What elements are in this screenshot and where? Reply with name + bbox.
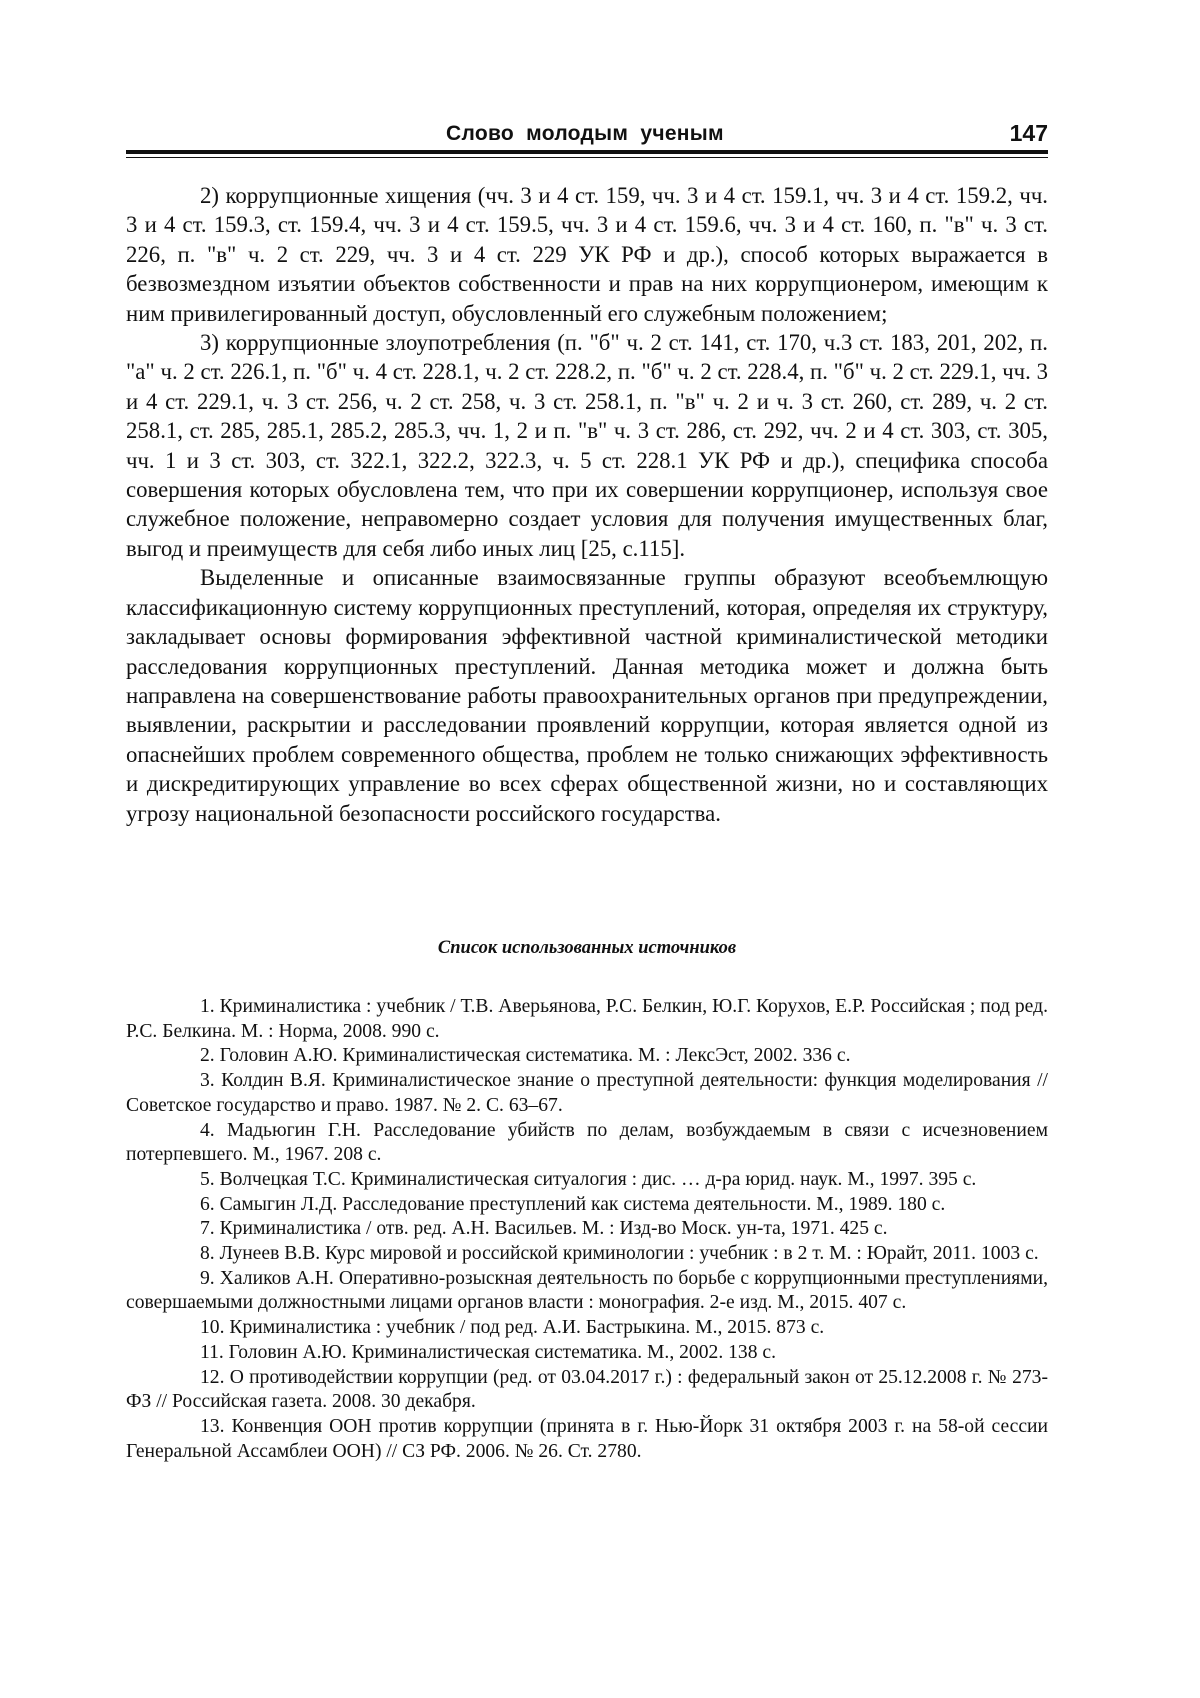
header-rule-thin	[126, 157, 1048, 158]
reference-item: 9. Халиков А.Н. Оперативно-розыскная деятельность по борьбе с коррупционными преступлениями, совершаемыми должностными лицами органов власти : монография. 2-е изд. М., 2015. 407 с.	[126, 1267, 1048, 1314]
reference-item: 2. Головин А.Ю. Криминалистическая систематика. М. : ЛексЭст, 2002. 336 с.	[200, 1045, 851, 1067]
references-list	[126, 995, 1048, 1464]
reference-item: 13. Конвенция ООН против коррупции (принята в г. Нью-Йорк 31 октября 2003 г. на 58-ой сессии Генеральной Ассамблеи ООН) // СЗ РФ. 2006. № 26. Ст. 2780.	[126, 1415, 1048, 1462]
reference-item: 10. Криминалистика : учебник / под ред. А.И. Бастрыкина. М., 2015. 873 с.	[200, 1317, 825, 1339]
reference-item: 11. Головин А.Ю. Криминалистическая систематика. М., 2002. 138 с.	[200, 1341, 776, 1363]
reference-item: 8. Лунеев В.В. Курс мировой и российской криминологии : учебник : в 2 т. М. : Юрайт, 2011. 1003 с.	[200, 1243, 1039, 1265]
page-number: 147	[1009, 120, 1048, 146]
reference-item: 6. Самыгин Л.Д. Расследование преступлений как система деятельности. М., 1989. 180 с.	[200, 1193, 946, 1215]
reference-item: 5. Волчецкая Т.С. Криминалистическая ситуалогия : дис. … д-ра юрид. наук. М., 1997. 395 с.	[200, 1168, 977, 1190]
body-text	[126, 181, 1048, 828]
paragraph: Выделенные и описанные взаимосвязанные группы образуют всеобъемлющую классификационную систему коррупционных преступлений, которая, определяя их структуру, закладывает основы формирования эффективной частной криминалистической методики расследования коррупционных преступлений. Данная методика может и должна быть направлена на совершенствование работы правоохранительных органов при предупреждении, выявлении, раскрытии и расследовании проявлений коррупции, которая является одной из опаснейших проблем современного общества, проблем не только снижающих эффективность и дискредитирующих управление во всех сферах общественной жизни, но и составляющих угрозу национальной безопасности российского государства.	[126, 565, 1048, 826]
references-title: Список использованных источников	[437, 938, 737, 958]
reference-item: 7. Криминалистика / отв. ред. А.Н. Васильев. М. : Изд-во Моск. ун-та, 1971. 425 с.	[200, 1218, 888, 1240]
reference-item: 4. Мадьюгин Г.Н. Расследование убийств по делам, возбуждаемым в связи с исчезновением потерпевшего. М., 1967. 208 с.	[126, 1119, 1048, 1166]
reference-item: 3. Колдин В.Я. Криминалистическое знание о преступной деятельности: функция моделирования // Советское государство и право. 1987. № 2. С. 63–67.	[126, 1070, 1048, 1116]
paragraph: 3) коррупционные злоупотребления (п. "б" ч. 2 ст. 141, ст. 170, ч.3 ст. 183, 201, 202, п. "а" ч. 2 ст. 226.1, п. "б" ч. 4 ст. 228.1, ч. 2 ст. 228.2, п. "б" ч. 2 ст. 228.4, п. "б" ч. 2 ст. 229.1, чч. 3 и 4 ст. 229.1, ч. 3 ст. 256, ч. 2 ст. 258, ч. 3 ст. 258.1, п. "в" ч. 2 и ч. 3 ст. 260, ст. 289, ч. 2 ст. 258.1, ст. 285, 285.1, 285.2, 285.3, чч. 1, 2 и п. "в" ч. 3 ст. 286, ст. 292, чч. 2 и 4 ст. 303, ст. 305, чч. 1 и 3 ст. 303, ст. 322.1, 322.2, 322.3, ч. 5 ст. 228.1 УК РФ и др.), специфика способа совершения которых обусловлена тем, что при их совершении коррупционер, используя свое служебное положение, неправомерно создает условия для получения имущественных благ, выгод и преимуществ для себя либо иных лиц [25, с.115].	[126, 330, 1048, 561]
reference-item: 12. О противодействии коррупции (ред. от 03.04.2017 г.) : федеральный закон от 25.12.2008 г. № 273-ФЗ // Российская газета. 2008. 30 декабря.	[126, 1366, 1048, 1413]
reference-item: 1. Криминалистика : учебник / Т.В. Аверьянова, Р.С. Белкин, Ю.Г. Корухов, Е.Р. Российская ; под ред. Р.С. Белкина. М. : Норма, 2008. 990 с.	[126, 996, 1048, 1042]
header-rule-thick	[126, 150, 1048, 154]
section-title: Слово молодым ученым	[446, 122, 724, 145]
paragraph: 2) коррупционные хищения (чч. 3 и 4 ст. 159, чч. 3 и 4 ст. 159.1, чч. 3 и 4 ст. 159.2, чч. 3 и 4 ст. 159.3, ст. 159.4, чч. 3 и 4 ст. 159.5, чч. 3 и 4 ст. 159.6, чч. 3 и 4 ст. 160, п. "в" ч. 3 ст. 226, п. "в" ч. 2 ст. 229, чч. 3 и 4 ст. 229 УК РФ и др.), способ которых выражается в безвозмездном изъятии объектов собственности и прав на них коррупционером, имеющим к ним привилегированный доступ, обусловленный его служебным положением;	[126, 183, 1048, 326]
